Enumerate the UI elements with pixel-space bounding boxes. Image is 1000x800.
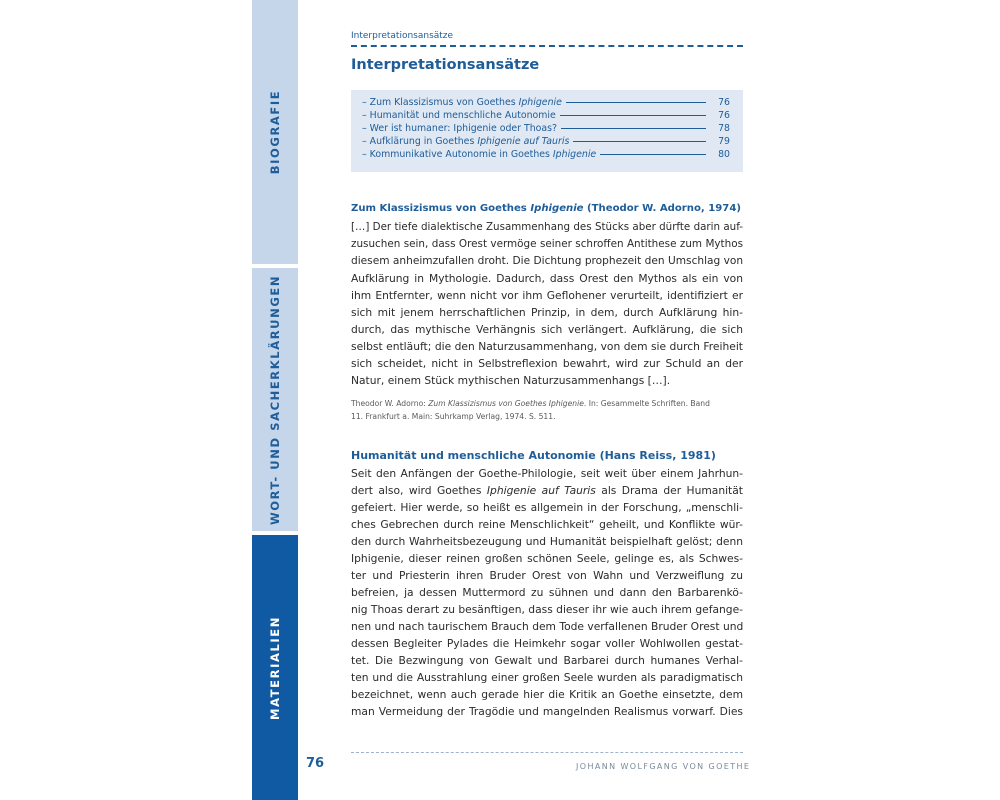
- section-heading-reiss: Humanität und menschliche Autonomie (Hans Reiss, 1981): [351, 449, 716, 462]
- body-text-line: den durch Wahrheitsbezeugung und Humanität beispielhaft gelöst; denn: [351, 535, 743, 548]
- toc-entry-page: 76: [718, 110, 730, 121]
- footer-author: JOHANN WOLFGANG VON GOETHE: [576, 762, 751, 771]
- toc-entry-title: – Humanität und menschliche Autonomie: [362, 110, 556, 121]
- toc-entry-title: – Zum Klassizismus von Goethes Iphigenie: [362, 97, 562, 108]
- body-text-line: zusuchen sein, dass Orest vermöge seiner schroffen Antithese zum Mythos: [351, 238, 743, 250]
- tab-wort-und-sacherklaerungen[interactable]: [252, 268, 298, 531]
- body-text-line: […] Der tiefe dialektische Zusammenhang des Stücks aber dürfte darin auf-: [351, 221, 743, 233]
- body-text-line: dert also, wird Goethes Iphigenie auf Tauris als Drama der Humanität: [351, 484, 743, 497]
- toc-leader: [566, 102, 706, 103]
- body-text-line: gefeiert. Hier werde, so heißt es allgemein in der Forschung, „menschli-: [351, 501, 743, 514]
- body-text-line: diesem anheimzufallen droht. Die Dichtung prophezeit den Umschlag von: [351, 255, 744, 267]
- body-text-line: sich mit jenem herrschaftlichen Prinzip, in dem, durch Aufklärung hin-: [351, 306, 743, 319]
- body-text-line: nig Thoas derart zu besänftigen, dass dieser ihr wie auch ihrem gefange-: [351, 603, 743, 616]
- body-text-line: befreien, ja dessen Muttermord zu sühnen und dann den Barbarenkö-: [351, 586, 743, 599]
- toc-leader: [573, 141, 706, 142]
- tab-biografie-label: BIOGRAFIE: [268, 89, 282, 175]
- footer-rule: [351, 752, 743, 753]
- body-text-line: sich scheidet, nicht in Selbstreflexion bewahrt, wird zur Schuld an der: [351, 357, 743, 370]
- body-text-line: nen und nach taurischem Brauch dem Tode verfallenen Bruder Orest und: [351, 620, 744, 633]
- toc-entry-title: – Wer ist humaner: Iphigenie oder Thoas?: [362, 123, 558, 134]
- body-text-line: bezeichnet, wenn auch gerade hier die Kritik an Goethe einsetzte, dem: [351, 688, 743, 701]
- body-text-line: Natur, einem Stück mythischen Naturzusammenhangs […].: [351, 374, 671, 387]
- toc-leader: [560, 115, 706, 116]
- body-text-line: selbst entläuft; die den Naturzusammenhang, von dem sie durch Freiheit: [351, 340, 743, 353]
- tab-wort-label: WORT- UND SACHERKLÄRUNGEN: [268, 274, 283, 525]
- body-text-line: dessen Begleiter Pylades die Heimkehr sogar voller Wohlwollen gestat-: [351, 637, 743, 650]
- page-number: 76: [306, 756, 325, 771]
- body-text-line: Iphigenie, dieser reinen großen schönen Seele, gelinge es, als Schwes-: [351, 552, 743, 565]
- toc-entry[interactable]: [362, 123, 730, 136]
- toc-entry-page: 76: [718, 97, 730, 108]
- toc-entry[interactable]: [362, 136, 730, 149]
- toc-entry[interactable]: [362, 149, 730, 162]
- body-text-line: ches Gebrechen durch reine Menschlichkeit“ geheilt, und Konflikte wür-: [351, 518, 743, 531]
- body-text-line: Aufklärung in Mythologie. Dadurch, dass Orest den Mythos als ein von: [351, 272, 743, 285]
- source-citation-line2: 11. Frankfurt a. Main: Suhrkamp Verlag, 1974. S. 511.: [351, 412, 556, 421]
- toc-entry[interactable]: [362, 97, 730, 110]
- body-text-line: tet. Die Bezwingung von Gewalt und Barbarei durch humanes Verhal-: [351, 654, 743, 667]
- tab-materialien[interactable]: [252, 535, 298, 800]
- body-text-line: Seit den Anfängen der Goethe-Philologie, seit weit über einem Jahrhun-: [351, 467, 743, 480]
- toc-entry-page: 80: [718, 149, 730, 160]
- running-head: Interpretationsansätze: [351, 31, 454, 41]
- toc-entry-title: – Aufklärung in Goethes Iphigenie auf Tauris: [362, 136, 570, 147]
- source-citation: Theodor W. Adorno: Zum Klassizismus von Goethes Iphigenie. In: Gesammelte Schriften. Band: [351, 399, 710, 408]
- toc-entry-page: 78: [718, 123, 730, 134]
- body-text-line: durch, das mythische Verhängnis sich verlängert. Aufklärung, die sich: [351, 323, 743, 336]
- toc-entry-page: 79: [718, 136, 730, 147]
- toc-leader: [561, 128, 706, 129]
- toc-leader: [600, 154, 706, 155]
- body-text-line: ihm Entfernter, wenn nicht vor ihm Geflohener verurteilt, identifiziert er: [351, 289, 743, 302]
- body-text-line: ter und Priesterin ihren Bruder Orest von Wahn und Verzweiflung zu: [351, 569, 743, 582]
- toc-entry-title: – Kommunikative Autonomie in Goethes Iphigenie: [362, 149, 597, 160]
- body-text-line: ten und die Ausstrahlung einer großen Seele wurden als paradigmatisch: [351, 671, 743, 684]
- toc-box: [351, 90, 743, 172]
- tab-materialien-label: MATERIALIEN: [268, 615, 282, 720]
- header-rule: [351, 45, 743, 47]
- toc-entry[interactable]: [362, 110, 730, 123]
- body-text-line: man Vermeidung der Tragödie und mangelnden Realismus vorwarf. Dies: [351, 705, 743, 718]
- chapter-title: Interpretationsansätze: [351, 57, 540, 73]
- tab-biografie[interactable]: [252, 0, 298, 264]
- section-heading-adorno: Zum Klassizismus von Goethes Iphigenie (Theodor W. Adorno, 1974): [351, 203, 741, 214]
